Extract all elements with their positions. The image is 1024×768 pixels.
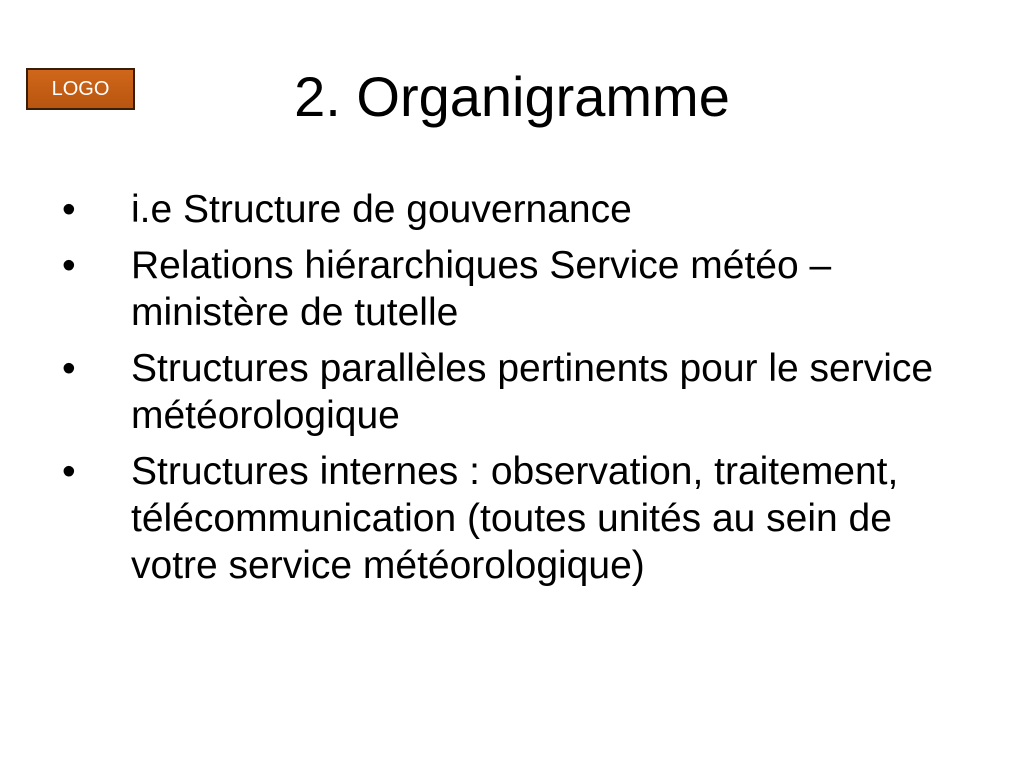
bullet-list [0,186,1024,598]
bullet-dot-icon: • [62,347,76,390]
bullet-dot-icon: • [62,244,76,287]
bullet-item [0,242,1024,336]
bullet-text: i.e Structure de gouvernance [131,188,632,231]
bullet-text: Relations hiérarchiques Service météo – ministère de tutelle [131,244,832,334]
bullet-item [0,345,1024,439]
logo-placeholder: LOGO [26,68,135,110]
bullet-item [0,448,1024,589]
bullet-dot-icon: • [62,188,76,231]
bullet-dot-icon: • [62,450,76,493]
bullet-text: Structures internes : observation, traitement, télécommunication (toutes unités au sein de votre service météorologique) [131,450,899,587]
slide-title: 2. Organigramme [294,65,730,128]
bullet-item [0,186,1024,233]
bullet-text: Structures parallèles pertinents pour le service météorologique [131,347,934,437]
